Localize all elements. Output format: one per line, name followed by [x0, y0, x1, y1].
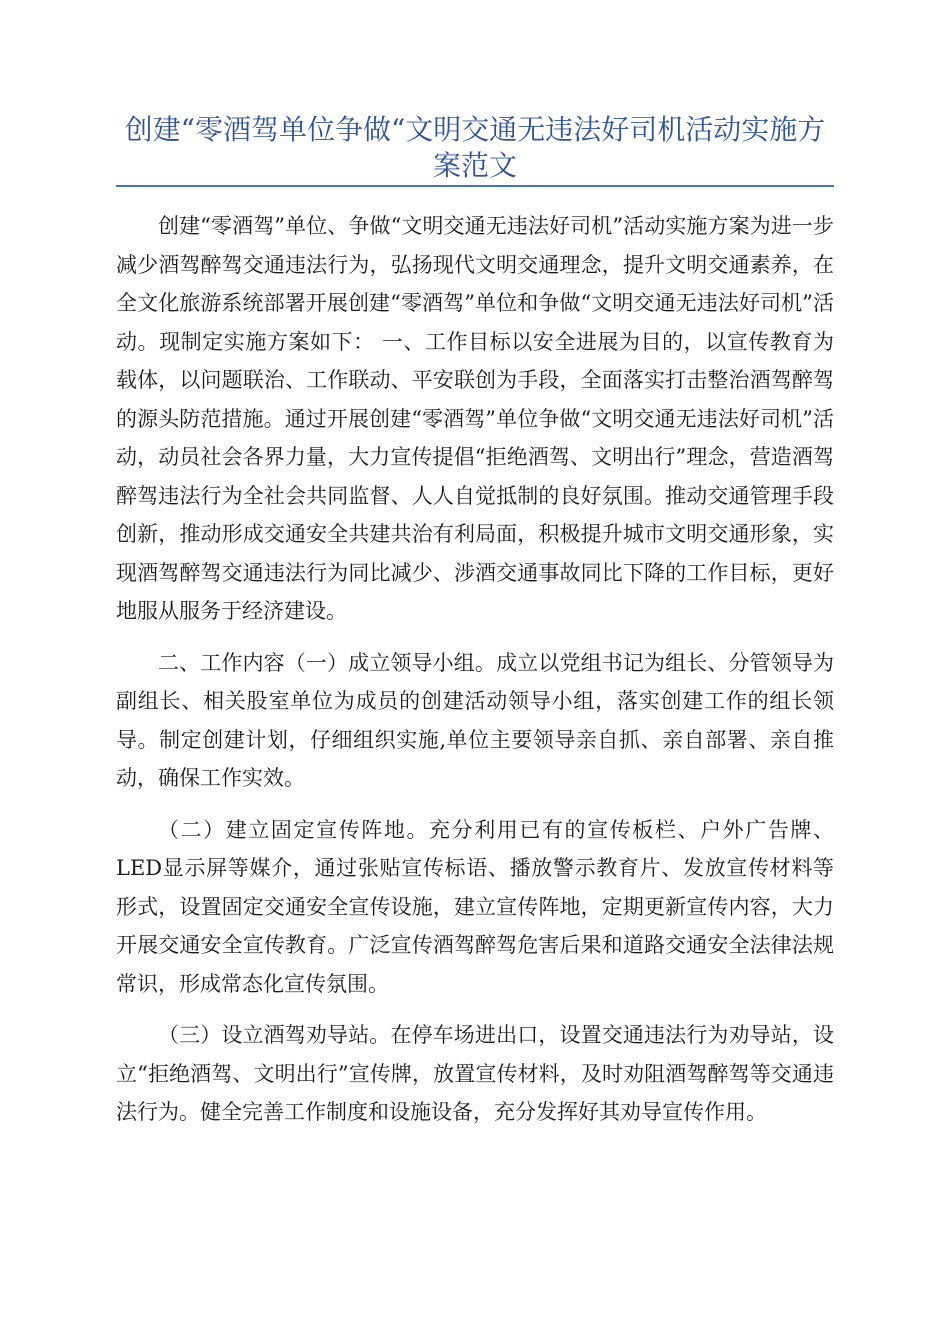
paragraph-work-content: 二、工作内容（一）成立领导小组。成立以党组书记为组长、分管领导为副组长、相关股室单位为成员的创建活动领导小组，落实创建工作的组长领导。制定创建计划，仔细组织实施,单位主要领导亲自抓、亲自部署、亲自推动，确保工作实效。 [116, 650, 834, 790]
document-body [116, 207, 834, 1145]
paragraph-intro: 创建“零酒驾”单位、争做“文明交通无违法好司机”活动实施方案为进一步减少酒驾醉驾交通违法行为，弘扬现代文明交通理念，提升文明交通素养，在全文化旅游系统部署开展创建“零酒驾”单位和争做“文明交通无违法好司机”活动。现制定实施方案如下： 一、工作目标以安全进展为目的，以宣传教育为载体，以问题联治、工作联动、平安联创为手段，全面落实打击整治酒驾醉驾的源头防范措施。通过开展创建“零酒驾”单位争做“文明交通无违法好司机”活动，动员社会各界力量，大力宣传提倡“拒绝酒驾、文明出行”理念，营造酒驾醉驾违法行为全社会共同监督、人人自觉抵制的良好氛围。推动交通管理手段创新，推动形成交通安全共建共治有利局面，积极提升城市文明交通形象，实现酒驾醉驾交通违法行为同比减少、涉酒交通事故同比下降的工作目标，更好地服从服务于经济建设。 [116, 214, 834, 623]
title-underline [116, 185, 834, 187]
paragraph-persuasion-station: （三）设立酒驾劝导站。在停车场进出口，设置交通违法行为劝导站，设立“拒绝酒驾、文明出行”宣传牌，放置宣传材料，及时劝阻酒驾醉驾等交通违法行为。健全完善工作制度和设施设备，充分发挥好其劝导宣传作用。 [116, 1023, 834, 1124]
document-title: 创建“零酒驾单位争做“文明交通无违法好司机活动实施方案范文 [124, 113, 826, 182]
paragraph-publicity-base: （二）建立固定宣传阵地。充分利用已有的宣传板栏、户外广告牌、LED显示屏等媒介，通过张贴宣传标语、播放警示教育片、发放宣传材料等形式，设置固定交通安全宣传设施，建立宣传阵地，定期更新宣传内容，大力开展交通安全宣传教育。广泛宣传酒驾醉驾危害后果和道路交通安全法律法规常识，形成常态化宣传氛围。 [116, 817, 834, 996]
